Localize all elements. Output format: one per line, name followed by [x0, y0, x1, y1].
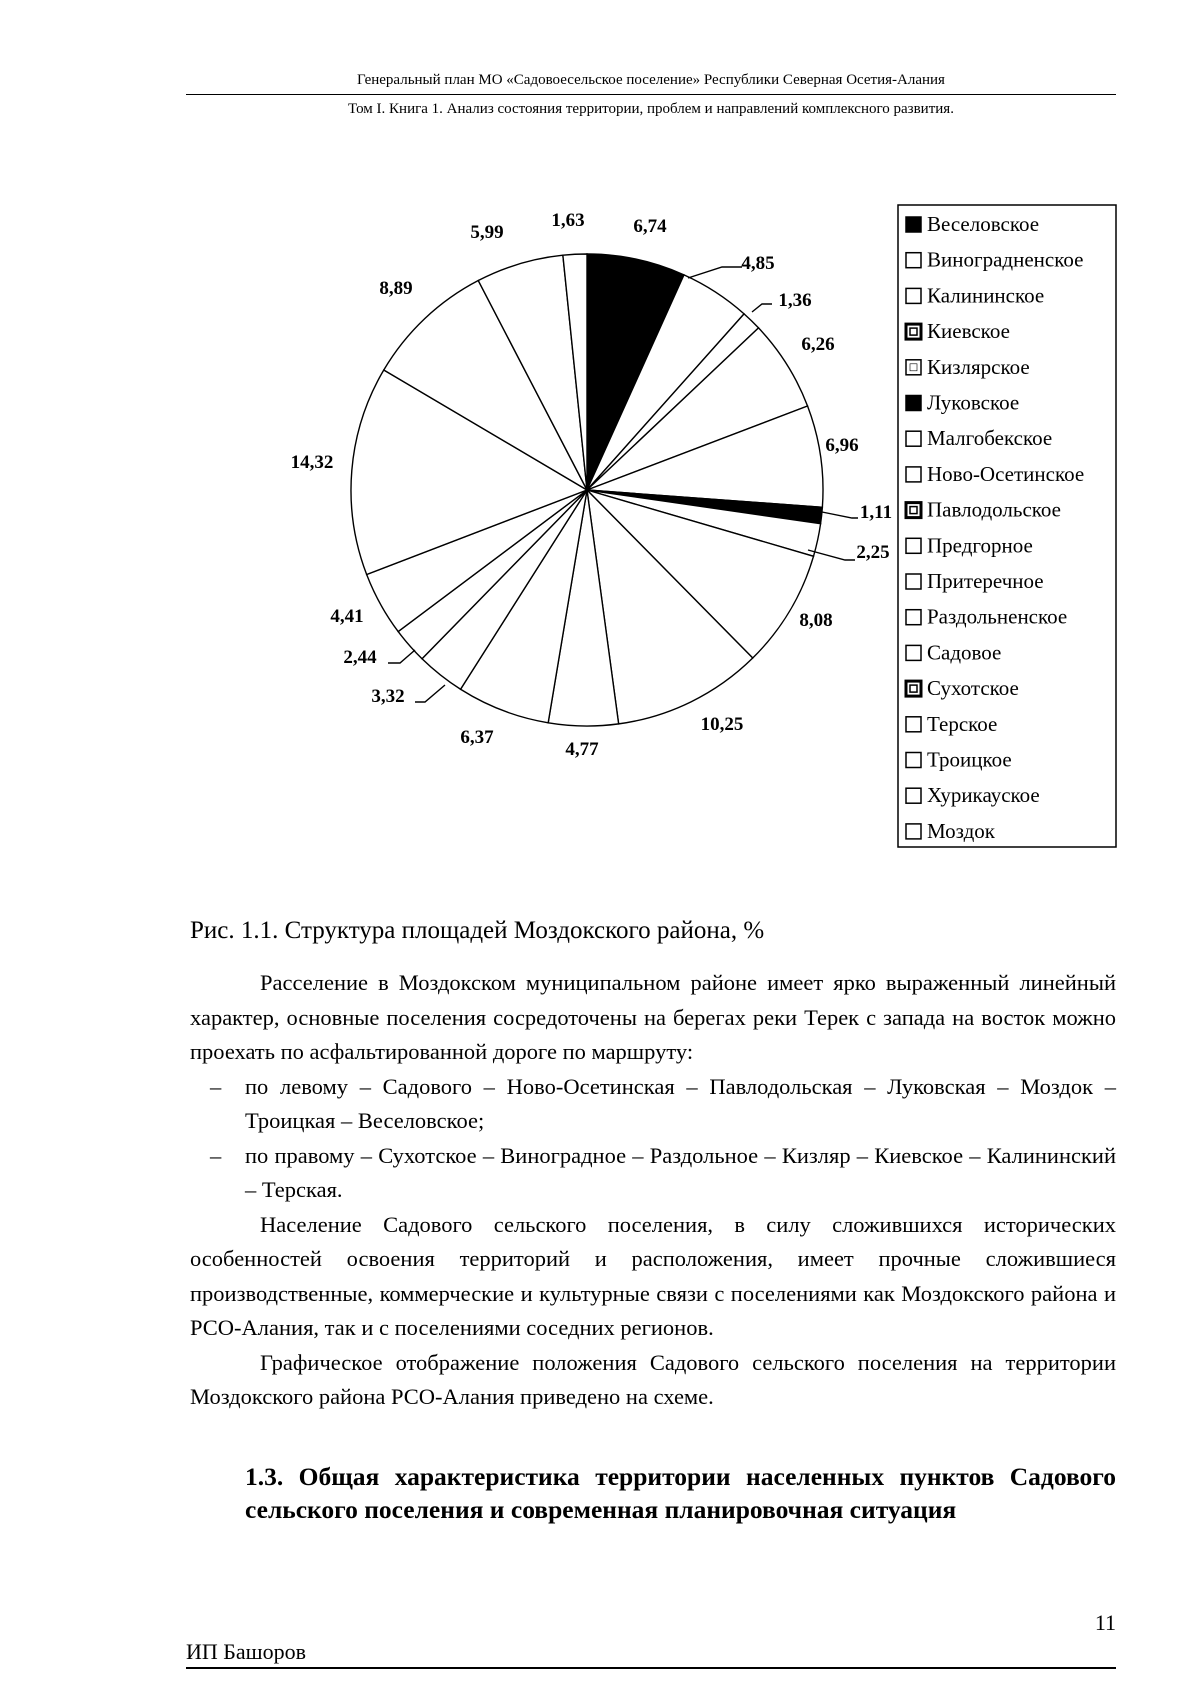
leader-line — [752, 304, 772, 312]
legend-swatch — [906, 538, 921, 553]
header-line-1: Генеральный план МО «Садовоесельское поселение» Республики Северная Осетия-Алания — [186, 68, 1116, 95]
legend-label: Кизлярское — [927, 354, 1030, 379]
leader-line — [822, 512, 858, 518]
legend-swatch — [906, 467, 921, 482]
slice-label: 8,08 — [799, 610, 833, 631]
legend-label: Луковское — [927, 390, 1020, 415]
leader-line — [808, 550, 855, 560]
slice-label: 1,36 — [778, 290, 812, 311]
slice-label: 4,85 — [741, 253, 775, 274]
legend-swatch — [906, 788, 921, 803]
paragraph-graphic: Графическое отображение положения Садового сельского поселения на территории Моздокского района РСО-Алания приведено на схеме. — [190, 1349, 1116, 1409]
legend-label: Сухотское — [927, 676, 1019, 701]
legend-label: Притеречное — [927, 569, 1044, 593]
legend-label: Садовое — [927, 640, 1002, 665]
slice-label: 6,37 — [460, 727, 494, 748]
legend-swatch-inner — [910, 507, 917, 514]
legend-swatch — [906, 824, 921, 839]
legend-swatch-inner — [910, 364, 917, 371]
paragraph-population: Население Садового сельского поселения, в силу сложившихся исторических особенностей освоения территорий и расположения, имеет прочные сложившиеся производственные, коммерческие и культурные связи с поселениями как Моздокского района и РСО-Алания, так и с поселениями соседних регионов. — [190, 1211, 1116, 1340]
section-heading: 1.3. Общая характеристика территории населенных пунктов Садового сельского поселения и современная планировочная ситуация — [245, 1462, 1116, 1524]
slice-label: 1,11 — [859, 502, 893, 523]
leader-line — [415, 685, 445, 702]
route-left — [190, 1070, 1116, 1139]
slice-label: 4,77 — [565, 739, 599, 760]
legend-swatch — [906, 217, 921, 232]
legend-swatch-inner — [910, 685, 917, 692]
slice-label: 10,25 — [700, 714, 744, 735]
slice-label: 1,63 — [551, 210, 585, 231]
slice-label: 4,41 — [330, 606, 364, 627]
legend-swatch — [906, 253, 921, 268]
legend-swatch — [906, 288, 921, 303]
legend-label: Веселовское — [927, 212, 1040, 236]
legend-label: Хурикауское — [927, 783, 1040, 808]
footer-author: ИП Башоров — [186, 1639, 1116, 1669]
route-left-text: по левому – Садового – Ново-Осетинская – Павлодольская – Луковская – Моздок – Троицкая – Веселовское; — [245, 1073, 1116, 1133]
route-right — [190, 1139, 1116, 1208]
list-dash: – — [210, 1073, 222, 1099]
body-text — [190, 966, 1116, 1415]
legend-swatch — [906, 717, 921, 732]
list-dash: – — [210, 1142, 222, 1168]
legend-label: Раздольненское — [927, 604, 1068, 629]
slice-label: 14,32 — [290, 452, 334, 473]
leader-line — [688, 267, 742, 278]
legend-swatch — [906, 431, 921, 446]
leader-line — [388, 650, 415, 663]
slice-label: 5,99 — [470, 222, 504, 243]
legend-label: Предгорное — [927, 533, 1033, 558]
slice-label: 2,44 — [343, 647, 377, 668]
legend-swatch — [906, 753, 921, 768]
paragraph-settlement: Расселение в Моздокском муниципальном районе имеет ярко выраженный линейный характер, основные поселения сосредоточены на берегах реки Терек с запада на восток можно проехать по асфальтированной дороге по маршруту: — [190, 970, 1116, 1064]
legend-label: Моздок — [927, 818, 995, 843]
legend-label: Киевское — [927, 319, 1010, 344]
header-line-2: Том I. Книга 1. Анализ состояния территории, проблем и направлений комплексного развития. — [348, 101, 954, 117]
legend-swatch-inner — [910, 328, 917, 335]
legend-label: Малгобекское — [927, 426, 1053, 451]
legend-label: Калининское — [927, 283, 1045, 308]
legend-label: Троицкое — [927, 747, 1012, 772]
slice-label: 6,26 — [801, 334, 835, 355]
slice-label: 6,96 — [825, 435, 859, 456]
pie-slices — [351, 254, 823, 726]
chart-legend — [898, 205, 1116, 847]
slice-label: 8,89 — [379, 278, 413, 299]
legend-swatch — [906, 574, 921, 589]
slice-label: 3,32 — [371, 686, 405, 707]
slice-label: 6,74 — [633, 216, 667, 237]
figure-caption: Рис. 1.1. Структура площадей Моздокского района, % — [190, 917, 765, 944]
page-number: 11 — [1094, 1610, 1116, 1635]
slice-label: 2,25 — [856, 542, 890, 563]
legend-swatch — [906, 610, 921, 625]
route-list — [190, 1070, 1116, 1208]
legend-label: Терское — [927, 711, 998, 736]
legend-swatch — [906, 396, 921, 411]
route-right-text: по правому – Сухотское – Виноградное – Раздольное – Кизляр – Киевское – Калининский – Терская. — [245, 1142, 1116, 1202]
legend-label: Павлодольское — [927, 497, 1061, 522]
legend-label: Ново-Осетинское — [927, 461, 1085, 486]
legend-swatch — [906, 645, 921, 660]
legend-label: Виноградненское — [927, 247, 1084, 272]
